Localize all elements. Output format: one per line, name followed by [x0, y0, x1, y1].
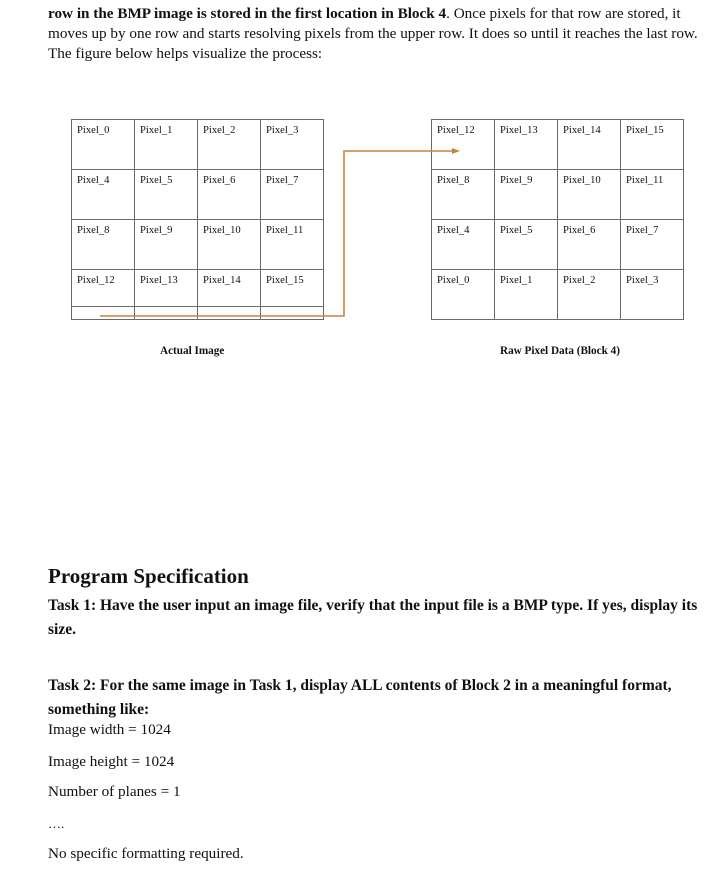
- cell-label: Pixel_9: [500, 175, 533, 186]
- cell-label: Pixel_11: [626, 175, 664, 186]
- cell-label: Pixel_9: [140, 225, 173, 236]
- cell-label: Pixel_2: [203, 125, 236, 136]
- arrow-line: [100, 151, 452, 316]
- cell-label: Pixel_10: [563, 175, 601, 186]
- example-line: Number of planes = 1: [48, 783, 181, 800]
- ellipsis-line: ….: [48, 816, 65, 831]
- formatting-note: No specific formatting required.: [48, 845, 244, 862]
- cell-label: Pixel_13: [140, 275, 178, 286]
- cell-label: Pixel_3: [266, 125, 299, 136]
- cell-label: Pixel_3: [626, 275, 659, 286]
- actual-image-caption: Actual Image: [160, 345, 225, 357]
- pixel-order-figure: [0, 0, 720, 380]
- cell-label: Pixel_0: [77, 125, 110, 136]
- cell-label: Pixel_2: [563, 275, 596, 286]
- example-line: Image width = 1024: [48, 721, 171, 738]
- intro-text: . Once pixels for that row are stored, it moves up by one row and starts resolving pixels from the upper row. It does so until it reaches the last row. The figure below helps visualize the process:: [48, 5, 698, 62]
- cell-label: Pixel_5: [500, 225, 533, 236]
- cell-label: Pixel_1: [500, 275, 533, 286]
- cell-label: Pixel_10: [203, 225, 241, 236]
- cell-label: Pixel_4: [77, 175, 110, 186]
- cell-label: Pixel_6: [563, 225, 596, 236]
- cell-label: Pixel_12: [437, 125, 475, 136]
- cell-label: Pixel_14: [563, 125, 601, 136]
- cell-label: Pixel_12: [77, 275, 115, 286]
- cell-label: Pixel_5: [140, 175, 173, 186]
- cell-label: Pixel_8: [77, 225, 110, 236]
- cell-label: Pixel_15: [266, 275, 304, 286]
- section-title: Program Specification: [48, 564, 249, 588]
- cell-label: Pixel_14: [203, 275, 241, 286]
- cell-label: Pixel_8: [437, 175, 470, 186]
- cell-label: Pixel_1: [140, 125, 173, 136]
- cell-label: Pixel_7: [266, 175, 299, 186]
- arrow-head: [452, 148, 460, 154]
- intro-bold-text: row in the BMP image is stored in the first location in Block 4: [48, 5, 447, 22]
- raw-pixel-caption: Raw Pixel Data (Block 4): [500, 345, 620, 357]
- cell-label: Pixel_7: [626, 225, 659, 236]
- cell-label: Pixel_11: [266, 225, 304, 236]
- cell-label: Pixel_13: [500, 125, 538, 136]
- example-line: Image height = 1024: [48, 753, 175, 770]
- task-2-text: Task 2: For the same image in Task 1, display ALL contents of Block 2 in a meaningful format, something like:: [48, 677, 672, 718]
- task-1-text: Task 1: Have the user input an image file, verify that the input file is a BMP type. If yes, display its size.: [48, 597, 698, 638]
- cell-label: Pixel_0: [437, 275, 470, 286]
- row-mapping-arrow: [0, 0, 720, 380]
- cell-label: Pixel_15: [626, 125, 664, 136]
- cell-label: Pixel_6: [203, 175, 236, 186]
- cell-label: Pixel_4: [437, 225, 470, 236]
